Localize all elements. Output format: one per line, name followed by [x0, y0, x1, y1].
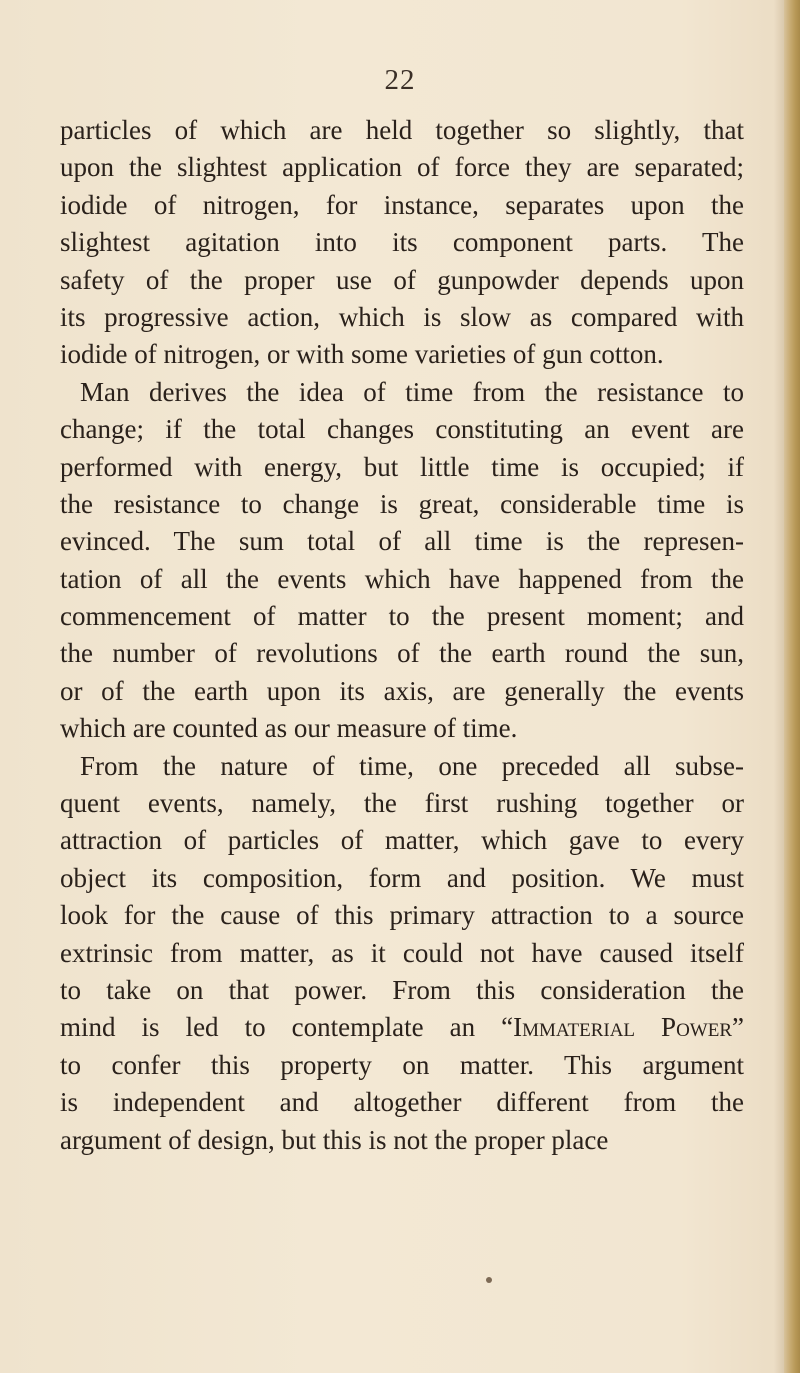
text-line: safety of the proper use of gunpowder depends upon	[60, 264, 744, 295]
text-line: evinced. The sum total of all time is the represen-	[60, 526, 744, 557]
text-line: Man derives the idea of time from the resistance to	[80, 376, 744, 407]
text-line: which are counted as our measure of time.	[60, 713, 518, 744]
page-number: 22	[384, 64, 416, 96]
text-line: argument of design, but this is not the proper place	[60, 1124, 609, 1155]
text-fragment: mind is led to contemplate an “	[60, 1012, 514, 1043]
text-line: tation of all the events which have happened from the	[60, 563, 744, 594]
text-line: quent events, namely, the first rushing together or	[60, 788, 744, 819]
text-line: particles of which are held together so slightly, that	[60, 115, 744, 145]
page-edge	[784, 0, 800, 1373]
text-line: is independent and altogether different from the	[60, 1087, 744, 1118]
closing-quote: ”	[732, 1012, 744, 1043]
text-line: iodide of nitrogen, for instance, separates upon the	[60, 189, 744, 220]
text-line: object its composition, form and position. We must	[60, 862, 744, 893]
text-line: its progressive action, which is slow as compared with	[60, 301, 744, 332]
text-line: to confer this property on matter. This argument	[60, 1049, 744, 1080]
text-line: attraction of particles of matter, which gave to every	[60, 825, 744, 856]
immaterial-power-smallcaps: Immaterial Power	[513, 1012, 733, 1043]
text-line: change; if the total changes constituting an event are	[60, 414, 744, 445]
text-line: performed with energy, but little time is occupied; if	[60, 451, 744, 482]
text-line: commencement of matter to the present moment; and	[60, 601, 744, 632]
text-line: iodide of nitrogen, or with some varieties of gun cotton.	[60, 339, 664, 370]
text-line: upon the slightest application of force they are separated;	[60, 152, 744, 183]
text-line: to take on that power. From this consideration the	[60, 974, 744, 1005]
text-line: extrinsic from matter, as it could not have caused itself	[60, 937, 744, 968]
text-line: the number of revolutions of the earth round the sun,	[60, 638, 744, 669]
text-line: the resistance to change is great, considerable time is	[60, 488, 744, 519]
ink-speck	[486, 1277, 492, 1283]
body-text	[60, 112, 744, 1159]
text-line: look for the cause of this primary attraction to a source	[60, 900, 744, 931]
text-line: slightest agitation into its component parts. The	[60, 227, 744, 258]
text-line: or of the earth upon its axis, are generally the events	[60, 675, 744, 706]
text-line: From the nature of time, one preceded all subse-	[80, 750, 744, 781]
page-edge-shadow	[774, 0, 784, 1373]
text-line-immaterial-power	[60, 1009, 744, 1046]
